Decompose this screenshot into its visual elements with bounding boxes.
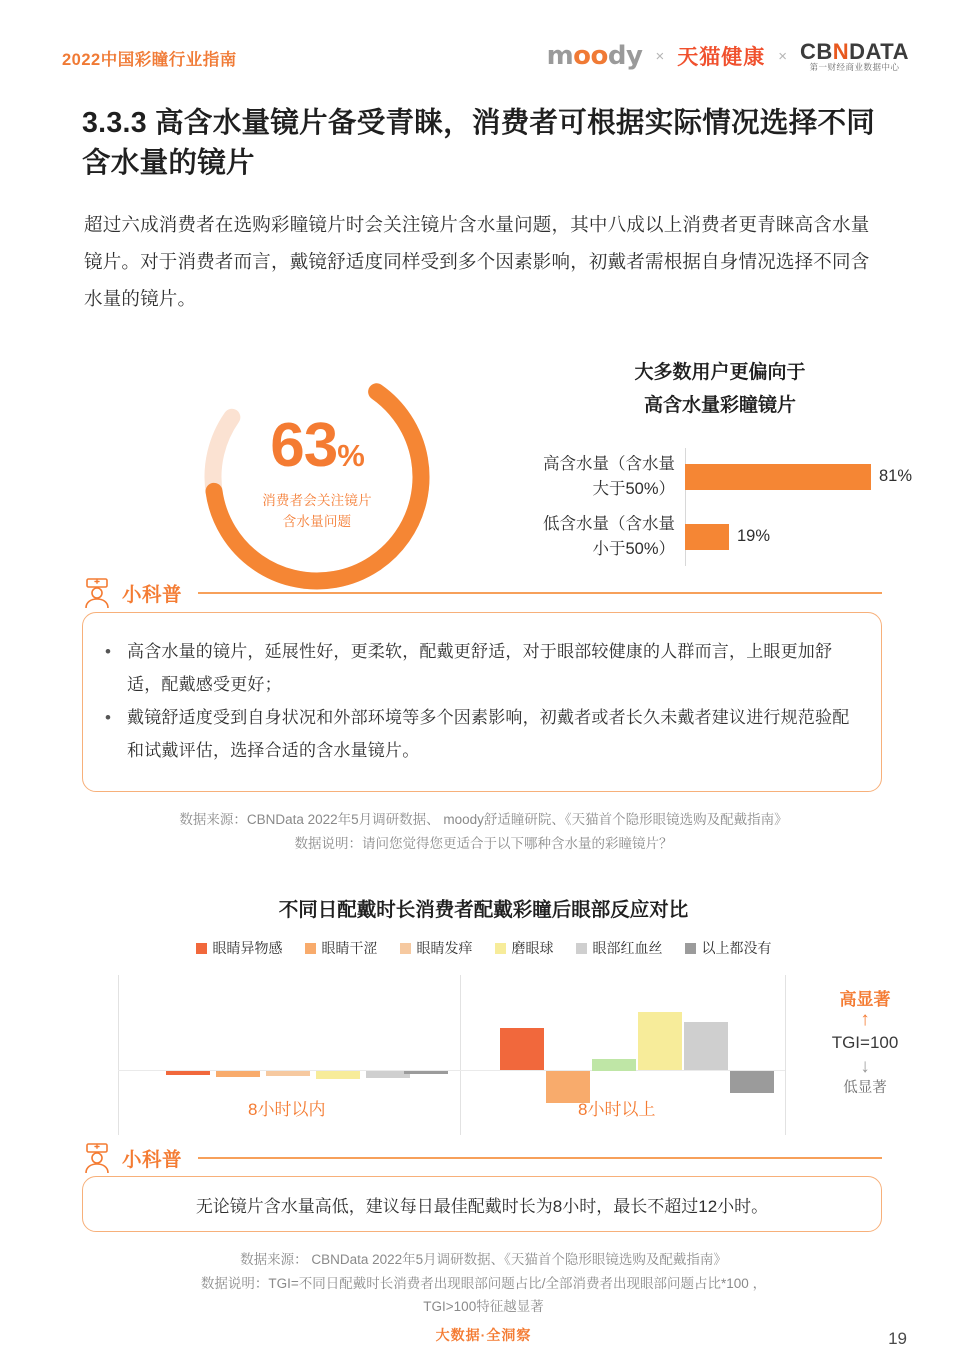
stat-caption-line1: 消费者会关注镜片 [262, 493, 372, 509]
legend-label: 眼睛发痒 [416, 940, 473, 956]
tip1-box [82, 612, 882, 792]
chart1-title [500, 356, 940, 423]
legend-swatch-icon [305, 943, 316, 954]
page-number: 19 [888, 1329, 907, 1348]
chart2-divider-left [118, 975, 119, 1135]
report-name: 2022中国彩瞳行业指南 [62, 51, 237, 69]
tip1-item-1: • 高含水量的镜片，延展性好，更柔软，配戴更舒适，对于眼部较健康的人群而言，上眼更加舒适，配戴感受更好； [97, 635, 855, 701]
legend-item [576, 938, 663, 958]
source2-line1: 数据来源： CBNData 2022年5月调研数据、《天猫首个隐形眼镜选购及配戴指南》 [240, 1252, 727, 1267]
legend-label: 眼部红血丝 [592, 940, 663, 956]
chart2-bar [216, 1071, 260, 1077]
stat-caption [262, 491, 372, 533]
chart2-bar [638, 1012, 682, 1070]
tmall-health-logo: 天猫健康 [677, 46, 766, 69]
legend-label: 眼睛异物感 [212, 940, 283, 956]
legend-item [305, 938, 378, 958]
cbndata-logo [800, 40, 909, 72]
chart2-bar [592, 1059, 636, 1071]
doctor-icon [82, 577, 112, 609]
chart1-bar-low [685, 524, 729, 550]
stat-donut [192, 352, 442, 602]
moody-logo: moody [546, 41, 643, 71]
chart2-bar [266, 1071, 310, 1076]
chart1-track-low [685, 508, 930, 566]
page-header [0, 40, 967, 82]
chart2-legend [0, 938, 967, 958]
chart2-divider-middle [460, 975, 461, 1135]
chart1-label-low: 低含水量（含水量 小于50%） [543, 515, 675, 558]
chart1-title-line1: 大多数用户更偏向于 [634, 362, 806, 383]
chart2-group-label-2: 8小时以上 [578, 1100, 656, 1119]
doctor-icon [82, 1142, 112, 1174]
tip1-list [97, 635, 855, 768]
legend-label: 以上都没有 [701, 940, 772, 956]
tip2-rule [198, 1157, 882, 1159]
tip2-box [82, 1176, 882, 1232]
legend-label: 磨眼球 [511, 940, 554, 956]
stat-value: 63% [270, 411, 364, 481]
chart1-horizontal-bars [500, 448, 930, 578]
legend-item [196, 938, 283, 958]
legend-swatch-icon [685, 943, 696, 954]
chart2-bar [316, 1071, 360, 1079]
stat-caption-line2: 含水量问题 [282, 514, 352, 529]
tip2-item-1: 无论镜片含水量高低，建议每日最佳配戴时长为8小时，最长不超过12小时。 [195, 1196, 769, 1216]
stat-center [192, 352, 442, 602]
arrow-up-icon: ↑ [860, 1009, 870, 1030]
chart1-value-low: 19% [737, 527, 771, 545]
cbndata-wordmark: CBNDATA [799, 39, 909, 64]
chart2-divider-right [785, 975, 786, 1135]
legend-swatch-icon [495, 943, 506, 954]
legend-swatch-icon [576, 943, 587, 954]
source1-line1: 数据来源：CBNData 2022年5月调研数据、 moody舒适瞳研院、《天猫首个隐形眼镜选购及配戴指南》 [179, 812, 788, 827]
chart1-row-high [500, 448, 930, 506]
chart2-bar [500, 1028, 544, 1070]
chart1-track-high [685, 448, 930, 506]
source-note-1 [0, 808, 967, 855]
tip1-header [82, 577, 882, 609]
footer-slogan: 大数据·全洞察 [435, 1327, 532, 1343]
chart1-bar-high [685, 464, 871, 490]
legend-item [400, 938, 473, 958]
source1-line2: 数据说明：请问您觉得您更适合于以下哪种含水量的彩瞳镜片？ [294, 835, 673, 851]
lead-paragraph: 超过六成消费者在选购彩瞳镜片时会关注镜片含水量问题，其中八成以上消费者更青睐高含水量镜片。对于消费者而言，戴镜舒适度同样受到多个因素影响，初戴者需根据自身情况选择不同含水量的镜片。 [84, 214, 870, 309]
chart1-value-high: 81% [879, 467, 913, 485]
source2-line3: TGI>100特征越显著 [423, 1299, 544, 1315]
tip2-header [82, 1142, 882, 1174]
source-note-2 [0, 1248, 967, 1319]
chart1-row-low [500, 508, 930, 566]
cbndata-subtitle: 第一财经商业数据中心 [809, 62, 900, 73]
tip1-title: 小科普 [122, 584, 183, 606]
logo-separator-2: × [778, 47, 787, 65]
legend-swatch-icon [400, 943, 411, 954]
tgi-low-label: 低显著 [843, 1080, 887, 1096]
legend-swatch-icon [196, 943, 207, 954]
logo-separator-1: × [655, 47, 665, 65]
tip2-title: 小科普 [122, 1149, 183, 1171]
chart2-bar [730, 1071, 774, 1093]
source2-line2: 数据说明：TGI=不同日配戴时长消费者出现眼部问题占比/全部消费者出现眼部问题占比*100 ， [200, 1275, 767, 1291]
legend-label: 眼睛干涩 [321, 940, 378, 956]
page-title: 3.3.3 高含水量镜片备受青睐，消费者可根据实际情况选择不同含水量的镜片 [82, 107, 876, 180]
arrow-down-icon: ↓ [860, 1056, 870, 1077]
chart2-bar [404, 1071, 448, 1074]
chart1-title-line2: 高含水量彩瞳镜片 [643, 395, 796, 417]
tip1-item-2: • 戴镜舒适度受到自身状况和外部环境等多个因素影响，初戴者或者长久未戴者建议进行规范验配和试戴评估，选择合适的含水量镜片。 [97, 701, 855, 767]
chart2-vertical-bars [118, 975, 848, 1135]
chart2-group-label-1: 8小时以内 [248, 1100, 326, 1119]
legend-item [495, 938, 554, 958]
legend-item [685, 938, 772, 958]
tgi-legend [790, 985, 940, 1097]
logo-group [547, 40, 909, 72]
chart2-bar [684, 1022, 728, 1070]
tgi-baseline-label: TGI=100 [831, 1033, 899, 1052]
chart1-label-high: 高含水量（含水量 大于50%） [543, 455, 675, 498]
chart2-bar [166, 1071, 210, 1075]
tgi-high-label: 高显著 [839, 990, 891, 1009]
tip1-rule [198, 592, 882, 594]
chart2-title: 不同日配戴时长消费者配戴彩瞳后眼部反应对比 [278, 899, 689, 921]
